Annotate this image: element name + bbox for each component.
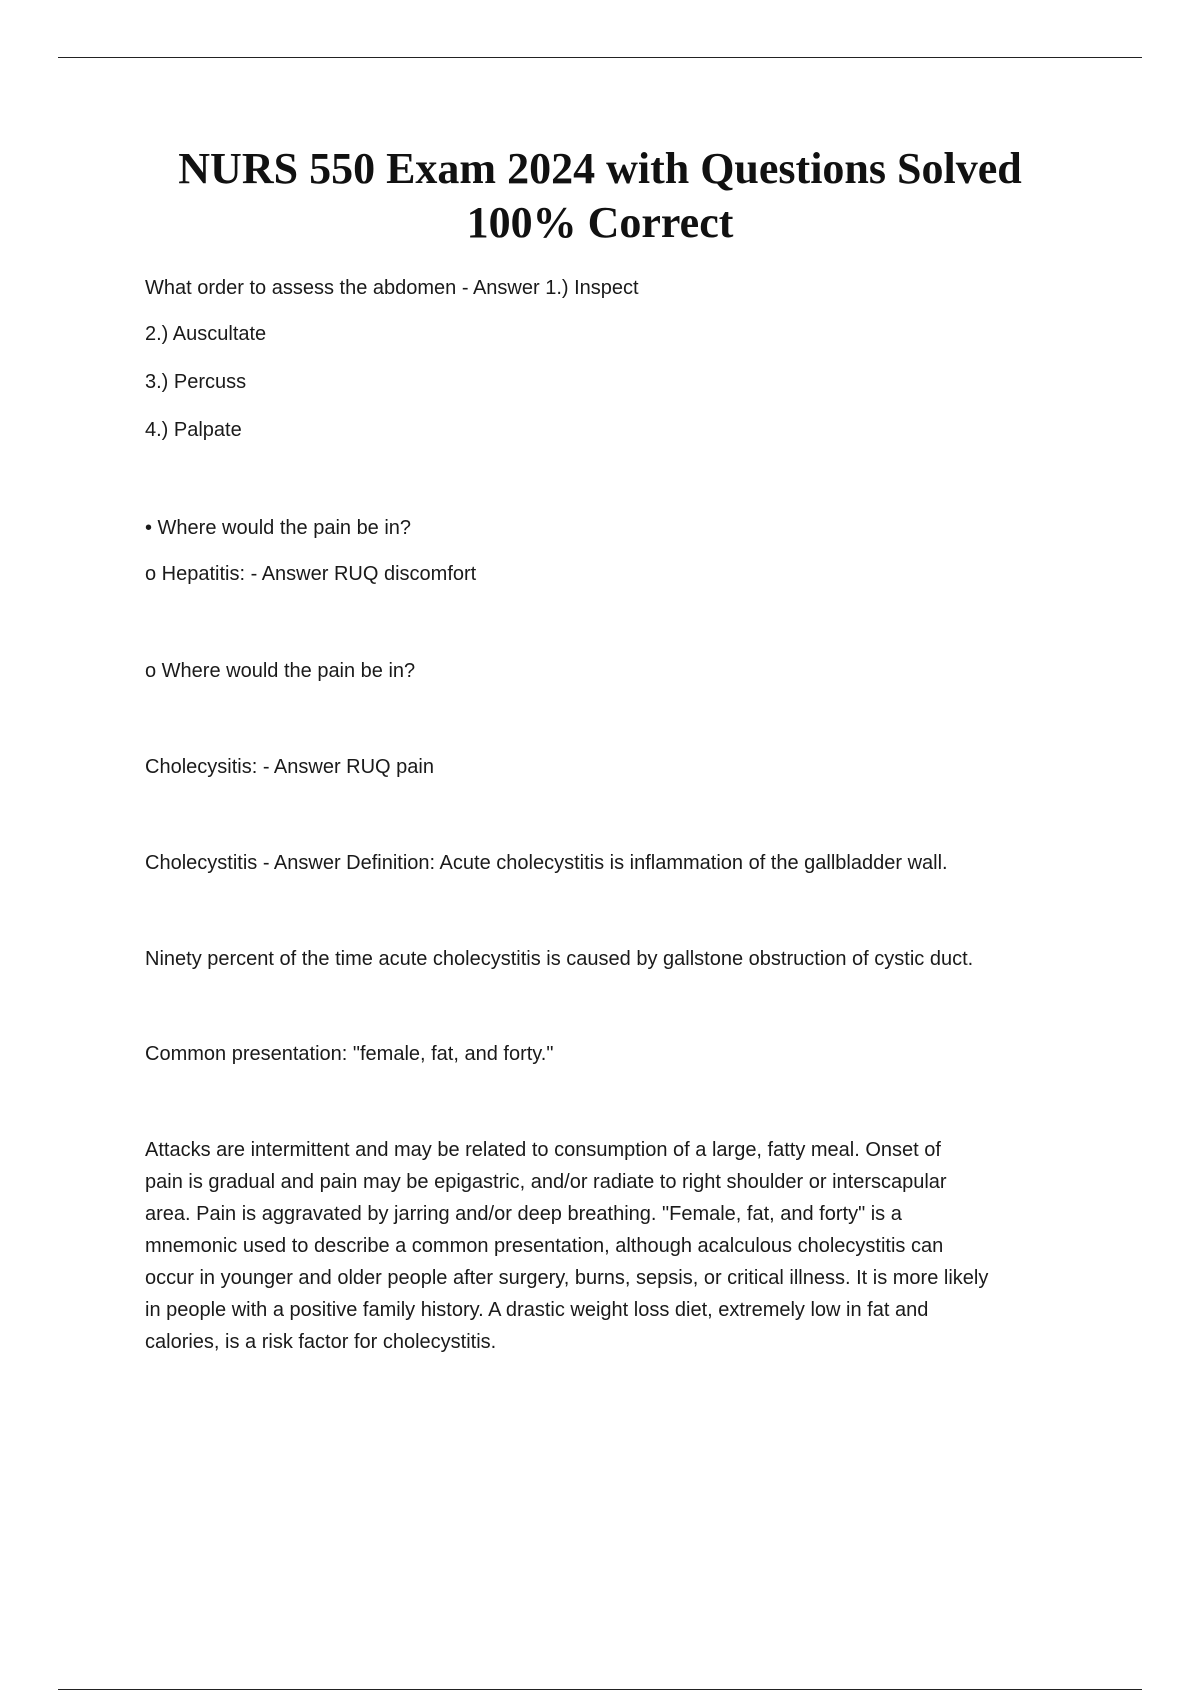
question-pain-location: • Where would the pain be in? <box>145 517 412 539</box>
paragraph-line: mnemonic used to describe a common presentation, although acalculous cholecystitis can <box>145 1235 944 1257</box>
paragraph-line: in people with a positive family history. A drastic weight loss diet, extremely low in fat and <box>145 1299 929 1321</box>
footer-rule <box>58 1689 1142 1690</box>
answer-step-2: 2.) Auscultate <box>145 323 267 345</box>
question-abdomen-order: What order to assess the abdomen - Answer 1.) Inspect <box>145 277 639 299</box>
title-line-2: 100% Correct <box>466 198 734 247</box>
paragraph-line: calories, is a risk factor for cholecystitis. <box>145 1331 497 1353</box>
paragraph-line: occur in younger and older people after surgery, burns, sepsis, or critical illness. It is more likely <box>145 1267 989 1289</box>
attacks-paragraph <box>145 1134 1090 1358</box>
answer-step-4: 4.) Palpate <box>145 419 242 441</box>
answer-cholecystitis-definition: Cholecystitis - Answer Definition: Acute cholecystitis is inflammation of the gallbladder wall. <box>145 852 948 874</box>
answer-cholecysitis: Cholecysitis: - Answer RUQ pain <box>145 756 434 778</box>
paragraph-line: area. Pain is aggravated by jarring and/or deep breathing. "Female, fat, and forty" is a <box>145 1203 902 1225</box>
question-pain-location-2: o Where would the pain be in? <box>145 660 416 682</box>
answer-step-3: 3.) Percuss <box>145 371 247 393</box>
answer-hepatitis: o Hepatitis: - Answer RUQ discomfort <box>145 563 477 585</box>
document-title <box>100 142 1100 250</box>
ninety-percent-statement: Ninety percent of the time acute cholecystitis is caused by gallstone obstruction of cystic duct. <box>145 948 974 970</box>
header-rule <box>58 57 1142 58</box>
paragraph-line: pain is gradual and pain may be epigastric, and/or radiate to right shoulder or interscapular <box>145 1171 947 1193</box>
paragraph-line: Attacks are intermittent and may be related to consumption of a large, fatty meal. Onset of <box>145 1139 941 1161</box>
common-presentation: Common presentation: "female, fat, and forty." <box>145 1043 554 1065</box>
title-line-1: NURS 550 Exam 2024 with Questions Solved <box>178 144 1022 193</box>
